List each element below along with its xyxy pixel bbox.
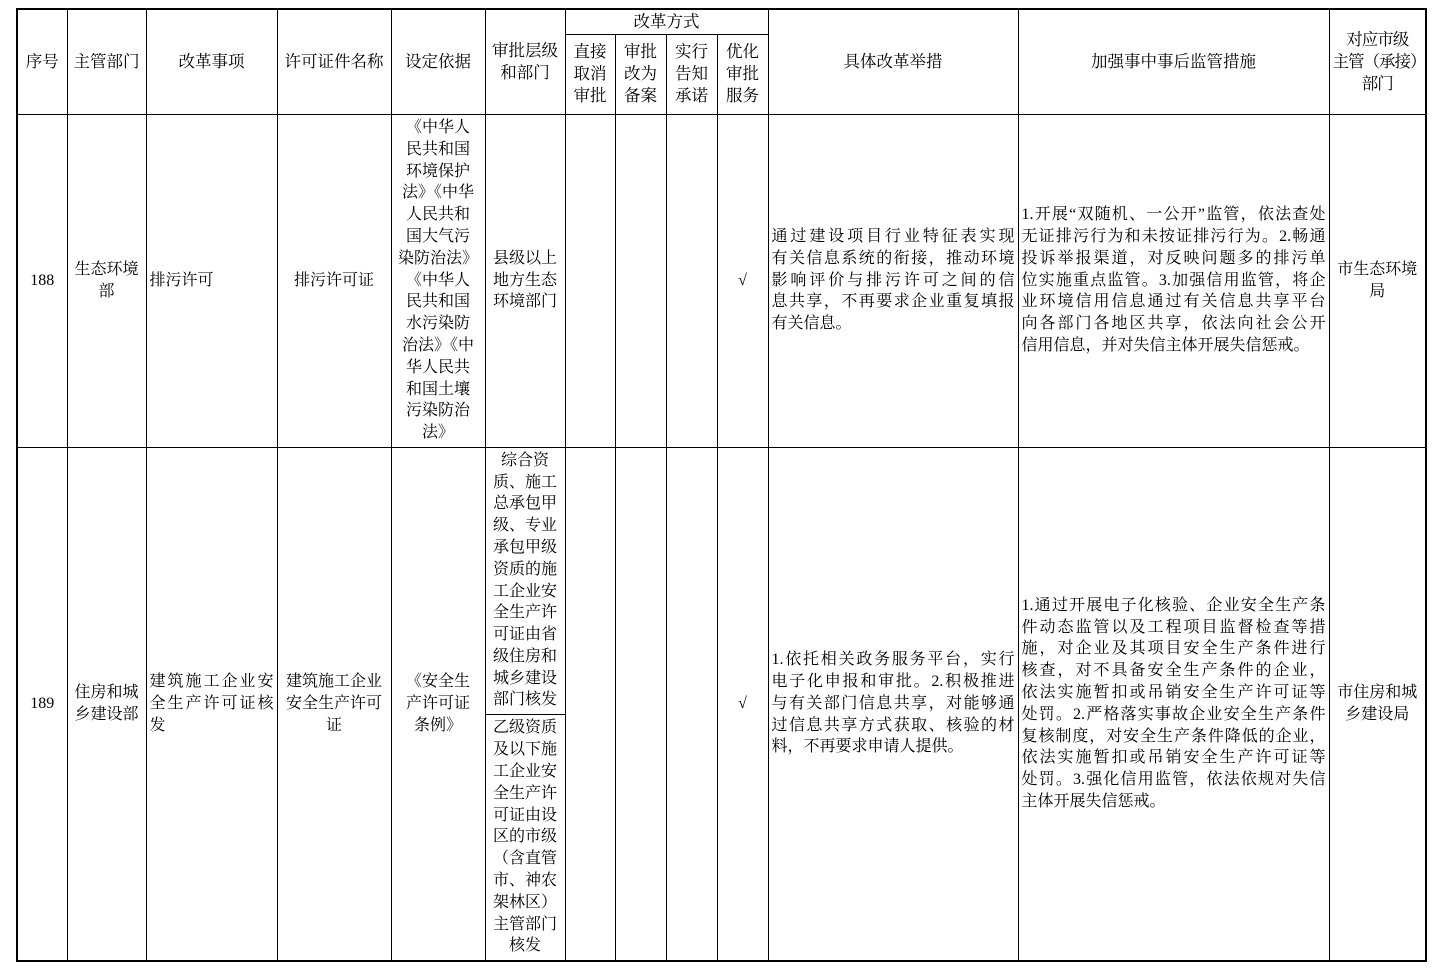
text-line: 1.开展“双随机、一公开”监管，依法查处 bbox=[1021, 206, 1326, 224]
text-line: 部门核发 bbox=[492, 691, 557, 709]
text-line: 市、神农 bbox=[492, 871, 557, 889]
text-line: 部 bbox=[98, 282, 115, 300]
text-line: 市生态环境 bbox=[1337, 260, 1418, 278]
text-line: 产许可证 bbox=[405, 694, 470, 712]
text-line: 无证排污行为和未按证排污行为。2.畅通 bbox=[1021, 228, 1326, 245]
text-line: 优化 bbox=[726, 43, 759, 61]
header-license bbox=[277, 9, 391, 114]
cell-mode-optimize bbox=[717, 114, 768, 447]
seq-number: 188 bbox=[30, 271, 55, 289]
text-line: 可证由省 bbox=[492, 626, 557, 644]
text-line: 区的市级 bbox=[492, 828, 557, 846]
text-line: 复核制度，对安全生产条件降低的企业， bbox=[1021, 727, 1326, 745]
header-row bbox=[17, 9, 1426, 34]
text-line: 及以下施 bbox=[492, 741, 557, 759]
text-line: 实行 bbox=[675, 43, 708, 61]
table-body bbox=[17, 114, 1426, 961]
text-line: 影响评价与排污许可之间的信 bbox=[771, 271, 1015, 289]
cell-item bbox=[146, 447, 277, 961]
cell-supervision bbox=[1018, 114, 1329, 447]
cell-city-dept bbox=[1329, 114, 1426, 447]
text-line: 核查，对不具备安全生产条件的企业， bbox=[1021, 662, 1326, 680]
text-line: 级、专业 bbox=[492, 517, 557, 535]
text-line: 发 bbox=[149, 716, 166, 734]
text-line: 质、施工 bbox=[492, 473, 557, 491]
text-line: 架林区） bbox=[492, 893, 557, 911]
cell-dept bbox=[67, 447, 146, 961]
text-line: 审批层级 bbox=[492, 41, 558, 60]
text-line: 国大气污 bbox=[405, 228, 470, 245]
text-line: 民共和国 bbox=[405, 140, 470, 158]
table-row bbox=[17, 114, 1426, 447]
text-line: 条例》 bbox=[413, 716, 462, 734]
header-license-label: 许可证件名称 bbox=[284, 52, 384, 71]
text-line: 依法实施暂扣或吊销安全生产许可证等 bbox=[1021, 683, 1326, 701]
text-line: 工企业安 bbox=[492, 582, 557, 600]
cell-mode-notify bbox=[666, 114, 717, 447]
cell-basis bbox=[391, 447, 485, 961]
text-line: 1.通过开展电子化核验、企业安全生产条 bbox=[1021, 596, 1326, 614]
text-line: （含直管 bbox=[492, 850, 557, 868]
cell-dept bbox=[67, 114, 146, 447]
cell-mode-notify bbox=[666, 447, 717, 961]
text-line: 依法实施暂扣或吊销安全生产许可证等 bbox=[1021, 749, 1326, 767]
header-supervision-label: 加强事中事后监管措施 bbox=[1091, 52, 1256, 71]
check-mark: √ bbox=[738, 694, 747, 712]
text-line: 承诺 bbox=[675, 87, 708, 105]
text-line: 和国土壤 bbox=[405, 380, 470, 398]
text-line: 污染防治 bbox=[405, 402, 470, 420]
text-line: 和部门 bbox=[500, 63, 550, 82]
table-row bbox=[17, 447, 1426, 714]
text-line: 局 bbox=[1369, 282, 1386, 300]
text-line: 地方生态 bbox=[492, 271, 557, 289]
text-line: 通过建设项目行业特征表实现 bbox=[771, 228, 1015, 245]
text-line: 告知 bbox=[675, 65, 708, 83]
text-line: 主管（承接） bbox=[1332, 52, 1426, 71]
text-line: 全生产许 bbox=[492, 604, 557, 622]
text-line: 主体开展失信惩戒。 bbox=[1021, 792, 1166, 810]
cell-mode-filing bbox=[615, 114, 666, 447]
text-line: 城乡建设 bbox=[492, 669, 557, 687]
text-line: 件动态监管以及工程项目监督检查等措 bbox=[1021, 618, 1326, 636]
header-supervision bbox=[1018, 9, 1329, 114]
text-line: 级住房和 bbox=[492, 647, 557, 665]
text-line: 市住房和城 bbox=[1337, 683, 1418, 701]
text-line: 乡建设局 bbox=[1345, 705, 1410, 723]
text-line: 乙级资质 bbox=[492, 719, 557, 737]
text-line: 电子化申报和审批。2.积极推进 bbox=[771, 673, 1015, 691]
text-line: 建筑施工企业安 bbox=[149, 673, 274, 691]
text-line: 审批 bbox=[624, 43, 657, 61]
check-mark: √ bbox=[738, 271, 747, 289]
text-line: 位实施重点监管。3.加强信用监管，将企 bbox=[1021, 271, 1326, 289]
header-measures-label: 具体改革举措 bbox=[843, 52, 943, 71]
cell-supervision bbox=[1018, 447, 1329, 961]
text-line: 安全生产许可 bbox=[285, 694, 382, 712]
text-line: 治法》《中 bbox=[401, 336, 474, 354]
table-header bbox=[17, 9, 1426, 114]
seq-number: 189 bbox=[30, 694, 55, 712]
cell-measures bbox=[768, 447, 1018, 961]
text-line: 环境保护 bbox=[405, 162, 470, 180]
text-line: 水污染防 bbox=[405, 315, 470, 333]
text-line: 法》《中华 bbox=[401, 184, 474, 202]
cell-mode-optimize bbox=[717, 447, 768, 961]
header-dept-label: 主管部门 bbox=[73, 52, 140, 71]
cell-mode-filing bbox=[615, 447, 666, 961]
cell-seq bbox=[17, 447, 67, 961]
text-line: 信用信息，并对失信主体开展失信惩戒。 bbox=[1021, 336, 1310, 354]
text-line: 有关信息系统的衔接，推动环境 bbox=[771, 249, 1015, 267]
text-line: 生态环境 bbox=[74, 260, 139, 278]
text-line: 法》 bbox=[421, 424, 454, 442]
text-line: 综合资 bbox=[500, 451, 549, 469]
text-line: 资质的施 bbox=[492, 560, 557, 578]
cell-basis bbox=[391, 114, 485, 447]
reform-table bbox=[16, 8, 1427, 962]
text-line: 审批 bbox=[726, 65, 759, 83]
header-basis-label: 设定依据 bbox=[405, 52, 471, 71]
cell-item bbox=[146, 114, 277, 447]
text-line: 民共和国 bbox=[405, 293, 470, 311]
header-mode-filing bbox=[615, 34, 666, 114]
text-line: 向各部门各地区共享，依法向社会公开 bbox=[1021, 315, 1326, 333]
header-measures bbox=[768, 9, 1018, 114]
text-line: 取消 bbox=[573, 65, 607, 83]
text-line: 可证由设 bbox=[492, 806, 557, 824]
text-line: 服务 bbox=[726, 87, 759, 105]
text-line: 建筑施工企业 bbox=[285, 673, 382, 691]
text-line: 总承包甲 bbox=[492, 495, 557, 513]
text-line: 全生产许可证核 bbox=[149, 694, 274, 712]
header-mode-cancel bbox=[565, 34, 615, 114]
header-item bbox=[146, 9, 277, 114]
text-line: 全生产许 bbox=[492, 784, 557, 802]
text-line: 《中华人 bbox=[405, 119, 470, 137]
text-line: 料，不再要求申请人提供。 bbox=[771, 738, 964, 756]
text-line: 人民共和 bbox=[405, 206, 470, 224]
text-line: 排污许可 bbox=[149, 271, 214, 289]
text-line: 《安全生 bbox=[405, 673, 470, 691]
text-line: 过信息共享方式获取、核验的材 bbox=[771, 716, 1015, 734]
text-line: 县级以上 bbox=[492, 249, 557, 267]
text-line: 改为 bbox=[624, 65, 657, 83]
text-line: 染防治法》 bbox=[397, 249, 478, 267]
header-seq bbox=[17, 9, 67, 114]
text-line: 住房和城 bbox=[74, 683, 139, 701]
cell-mode-cancel bbox=[565, 447, 615, 961]
text-line: 处罚。2.严格落实事故企业安全生产条件 bbox=[1021, 705, 1326, 723]
text-line: 处罚。3.强化信用监管，依法依规对失信 bbox=[1021, 771, 1326, 789]
cell-level-upper bbox=[485, 447, 565, 714]
cell-seq bbox=[17, 114, 67, 447]
text-line: 投诉举报渠道，对反映问题多的排污单 bbox=[1021, 249, 1326, 267]
text-line: 1.依托相关政务服务平台，实行 bbox=[771, 651, 1015, 669]
header-basis bbox=[391, 9, 485, 114]
cell-measures bbox=[768, 114, 1018, 447]
text-line: 核发 bbox=[508, 937, 541, 955]
header-dept bbox=[67, 9, 146, 114]
cell-level bbox=[485, 114, 565, 447]
cell-city-dept bbox=[1329, 447, 1426, 961]
header-item-label: 改革事项 bbox=[178, 52, 245, 71]
text-line: 华人民共 bbox=[405, 358, 470, 376]
header-level bbox=[485, 9, 565, 114]
text-line: 工企业安 bbox=[492, 762, 557, 780]
text-line: 审批 bbox=[573, 87, 607, 105]
header-mode-optimize bbox=[717, 34, 768, 114]
text-line: 备案 bbox=[624, 87, 657, 105]
header-reform-mode-label: 改革方式 bbox=[633, 12, 700, 31]
text-line: 有关信息。 bbox=[771, 315, 852, 333]
text-line: 对应市级 bbox=[1346, 30, 1409, 49]
text-line: 乡建设部 bbox=[74, 705, 139, 723]
text-line: 环境部门 bbox=[492, 293, 557, 311]
text-line: 息共享，不再要求企业重复填报 bbox=[771, 293, 1015, 311]
text-line: 主管部门 bbox=[492, 915, 557, 933]
cell-level-lower bbox=[485, 714, 565, 961]
header-seq-label: 序号 bbox=[25, 52, 59, 71]
text-line: 业环境信用信息通过有关信息共享平台 bbox=[1021, 293, 1326, 311]
text-line: 排污许可证 bbox=[293, 271, 374, 289]
cell-mode-cancel bbox=[565, 114, 615, 447]
header-city-dept bbox=[1329, 9, 1426, 114]
text-line: 与有关部门信息共享，对能够通 bbox=[771, 694, 1015, 712]
text-line: 施，对企业及其项目安全生产条件进行 bbox=[1021, 640, 1326, 658]
text-line: 《中华人 bbox=[405, 271, 470, 289]
text-line: 直接 bbox=[573, 43, 607, 61]
text-line: 证 bbox=[325, 716, 342, 734]
text-line: 部门 bbox=[1361, 74, 1393, 93]
header-reform-mode bbox=[565, 9, 768, 34]
cell-license bbox=[277, 114, 391, 447]
text-line: 承包甲级 bbox=[492, 538, 557, 556]
header-mode-notify bbox=[666, 34, 717, 114]
cell-license bbox=[277, 447, 391, 961]
